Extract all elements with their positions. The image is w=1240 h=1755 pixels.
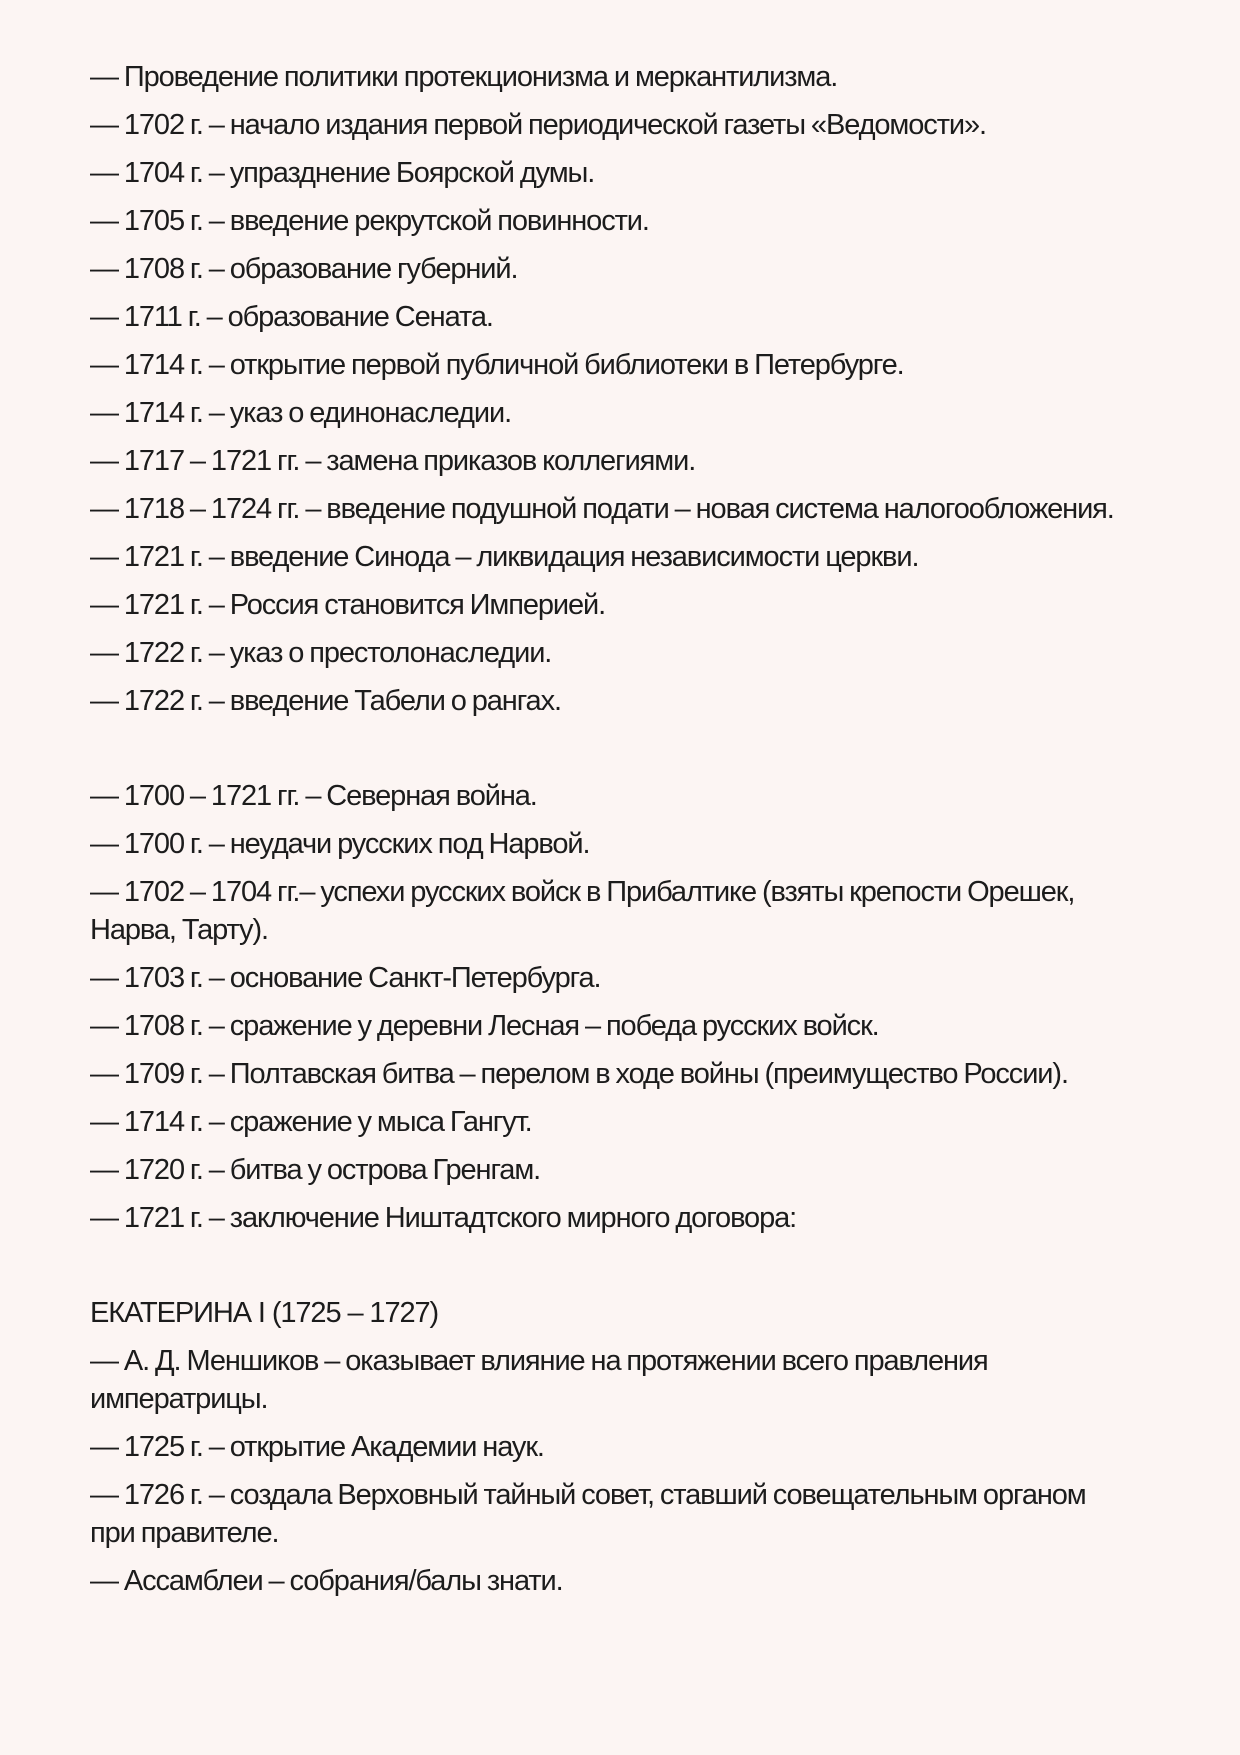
- list-item: — 1700 – 1721 гг. – Северная война.: [90, 780, 537, 812]
- list-item: — 1709 г. – Полтавская битва – перелом в ходе войны (преимущество России).: [90, 1058, 1068, 1090]
- list-item: — 1711 г. – образование Сената.: [90, 301, 493, 333]
- list-item: — 1721 г. – введение Синода – ликвидация независимости церкви.: [90, 541, 919, 573]
- list-item: — 1708 г. – сражение у деревни Лесная – победа русских войск.: [90, 1010, 879, 1042]
- list-item: — 1717 – 1721 гг. – замена приказов коллегиями.: [90, 445, 696, 477]
- list-item: — 1721 г. – заключение Ништадтского мирного договора:: [90, 1202, 797, 1234]
- list-item: — А. Д. Меншиков – оказывает влияние на протяжении всего правления императрицы.: [90, 1345, 988, 1415]
- catherine-list: [90, 1342, 1120, 1600]
- list-item: — Ассамблеи – собрания/балы знати.: [90, 1565, 563, 1597]
- northern-war-list: [90, 777, 1120, 1237]
- list-item: — 1726 г. – создала Верховный тайный совет, ставший совещательным органом при правителе.: [90, 1479, 1086, 1549]
- section-heading: ЕКАТЕРИНА I (1725 – 1727): [90, 1297, 439, 1329]
- list-item: — 1700 г. – неудачи русских под Нарвой.: [90, 828, 590, 860]
- section-spacer: [90, 1247, 1120, 1294]
- list-item: — 1722 г. – введение Табели о рангах.: [90, 685, 561, 717]
- list-item: — 1704 г. – упразднение Боярской думы.: [90, 157, 595, 189]
- reforms-list: [90, 58, 1120, 720]
- list-item: — 1708 г. – образование губерний.: [90, 253, 518, 285]
- list-item: — 1721 г. – Россия становится Империей.: [90, 589, 606, 621]
- list-item: — 1714 г. – открытие первой публичной библиотеки в Петербурге.: [90, 349, 904, 381]
- list-item: — 1722 г. – указ о престолонаследии.: [90, 637, 552, 669]
- list-item: — 1725 г. – открытие Академии наук.: [90, 1431, 544, 1463]
- list-item: — 1702 г. – начало издания первой периодической газеты «Ведомости».: [90, 109, 986, 141]
- list-item: — 1703 г. – основание Санкт-Петербурга.: [90, 962, 601, 994]
- list-item: — 1718 – 1724 гг. – введение подушной подати – новая система налогообложения.: [90, 493, 1114, 525]
- list-item: — 1705 г. – введение рекрутской повинности.: [90, 205, 649, 237]
- section-spacer: [90, 730, 1120, 777]
- list-item: — 1720 г. – битва у острова Гренгам.: [90, 1154, 541, 1186]
- list-item: — 1714 г. – указ о единонаследии.: [90, 397, 512, 429]
- list-item: — Проведение политики протекционизма и меркантилизма.: [90, 61, 838, 93]
- list-item: — 1702 – 1704 гг.– успехи русских войск в Прибалтике (взяты крепости Орешек, Нарва, Тарту).: [90, 876, 1075, 946]
- list-item: — 1714 г. – сражение у мыса Гангут.: [90, 1106, 532, 1138]
